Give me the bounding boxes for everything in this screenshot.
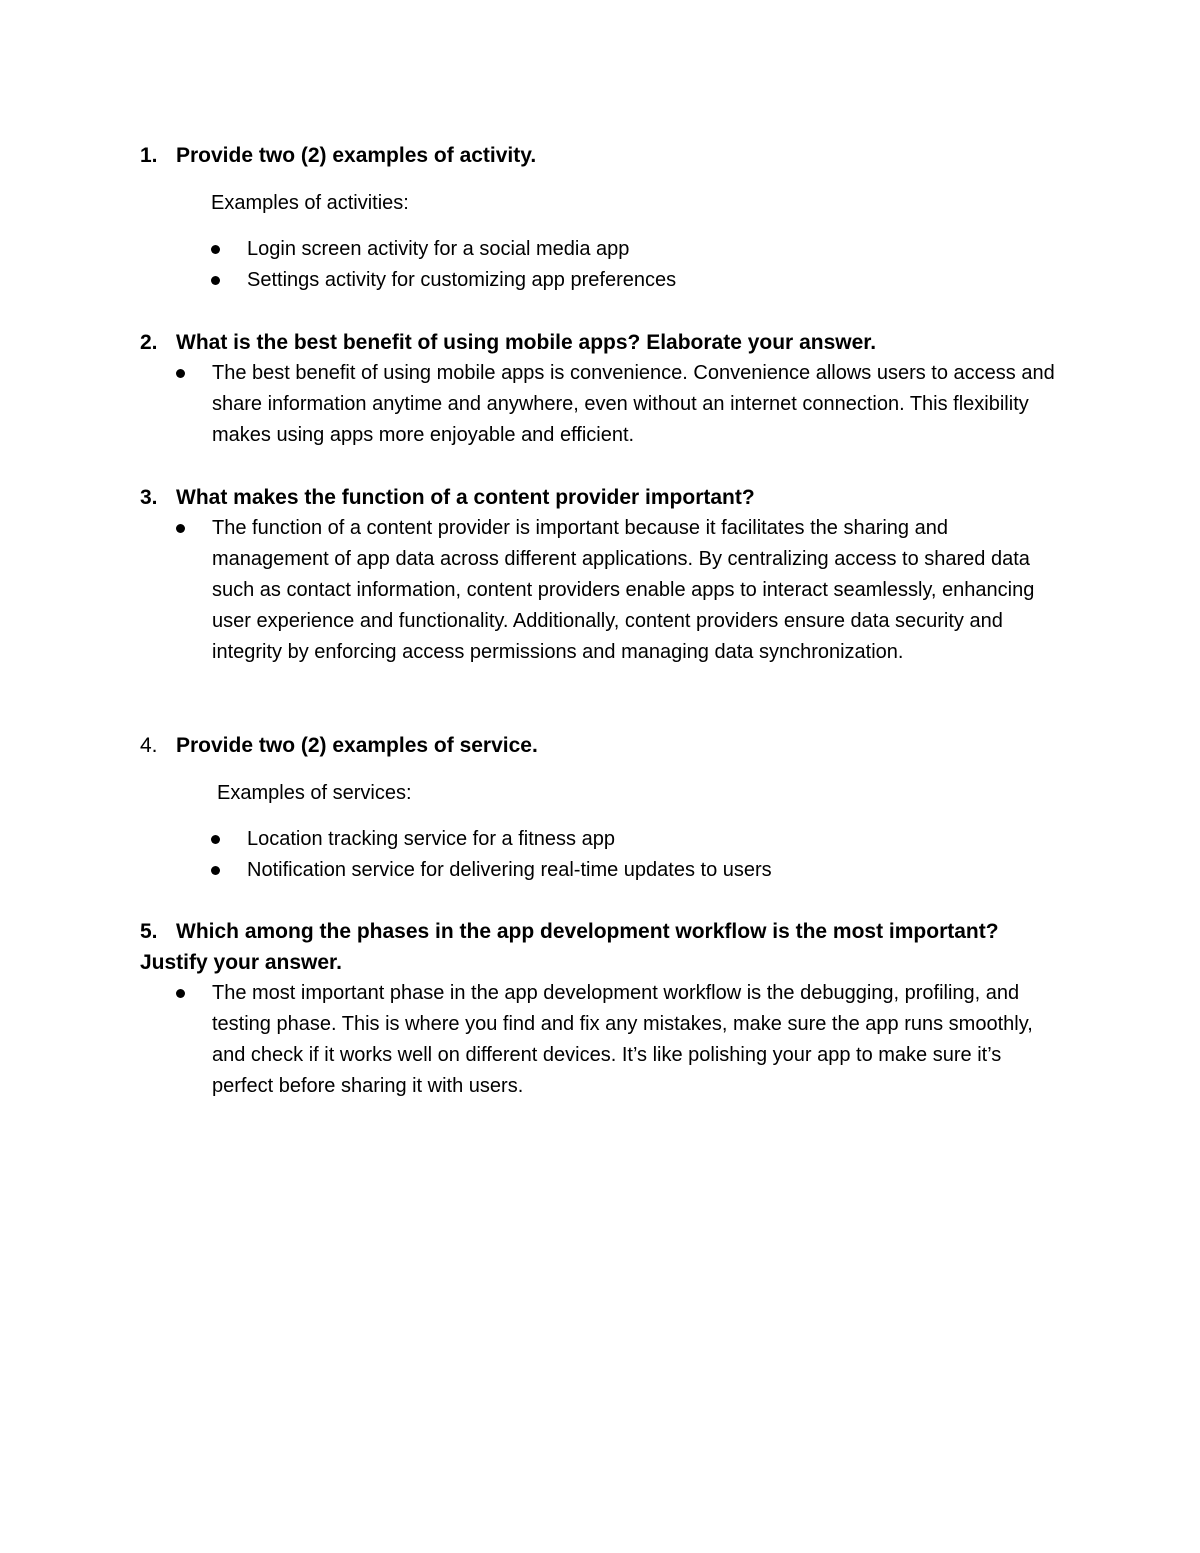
bullet-text: The function of a content provider is important because it facilitates the sharing and management of app data across different applications. By centralizing access to shared data such as contact information, content providers enable apps to interact seamlessly, enhancing user experience and functionality. Additionally, content providers ensure data security and integrity by enforcing access permissions and managing data synchronization. [212,517,1035,663]
bullet-text: Notification service for delivering real-time updates to users [247,859,772,881]
question-1-heading [140,140,536,171]
bullet-icon [211,835,220,844]
list-item [176,358,1056,451]
list-item [176,978,1056,1102]
bullet-text: Login screen activity for a social media app [247,238,630,260]
question-5-heading [140,916,1070,978]
question-number: 5. [140,920,158,943]
question-text: What makes the function of a content provider important? [176,486,755,509]
bullet-icon [176,524,185,533]
question-2-heading [140,327,876,358]
bullet-text: Location tracking service for a fitness app [247,828,615,850]
question-4-heading [140,730,538,761]
question-number: 1. [140,144,158,167]
bullet-text: Settings activity for customizing app preferences [247,269,677,291]
list-item [211,234,1011,265]
bullet-icon [211,866,220,875]
question-text: Which among the phases in the app development workflow is the most important? Justify your answer. [140,920,999,974]
question-3-heading [140,482,755,513]
bullet-icon [211,245,220,254]
bullet-icon [211,276,220,285]
question-1-intro: Examples of activities: [211,192,409,214]
question-number: 2. [140,331,158,354]
bullet-icon [176,989,185,998]
bullet-text: The best benefit of using mobile apps is convenience. Convenience allows users to access and share information anytime and anywhere, even without an internet connection. This flexibility makes using apps more enjoyable and efficient. [212,362,1055,446]
bullet-text: The most important phase in the app development workflow is the debugging, profiling, and testing phase. This is where you find and fix any mistakes, make sure the app runs smoothly, and check if it works well on different devices. It’s like polishing your app to make sure it’s perfect before sharing it with users. [212,982,1033,1097]
list-item [211,265,1011,296]
list-item [211,824,1011,855]
question-text: What is the best benefit of using mobile apps? Elaborate your answer. [176,331,877,354]
list-item [176,513,1056,668]
question-number: 4. [140,734,158,757]
question-number: 3. [140,486,158,509]
list-item [211,855,1011,886]
question-text: Provide two (2) examples of activity. [176,144,537,167]
bullet-icon [176,369,185,378]
question-4-intro: Examples of services: [217,782,412,804]
question-text: Provide two (2) examples of service. [176,734,538,757]
